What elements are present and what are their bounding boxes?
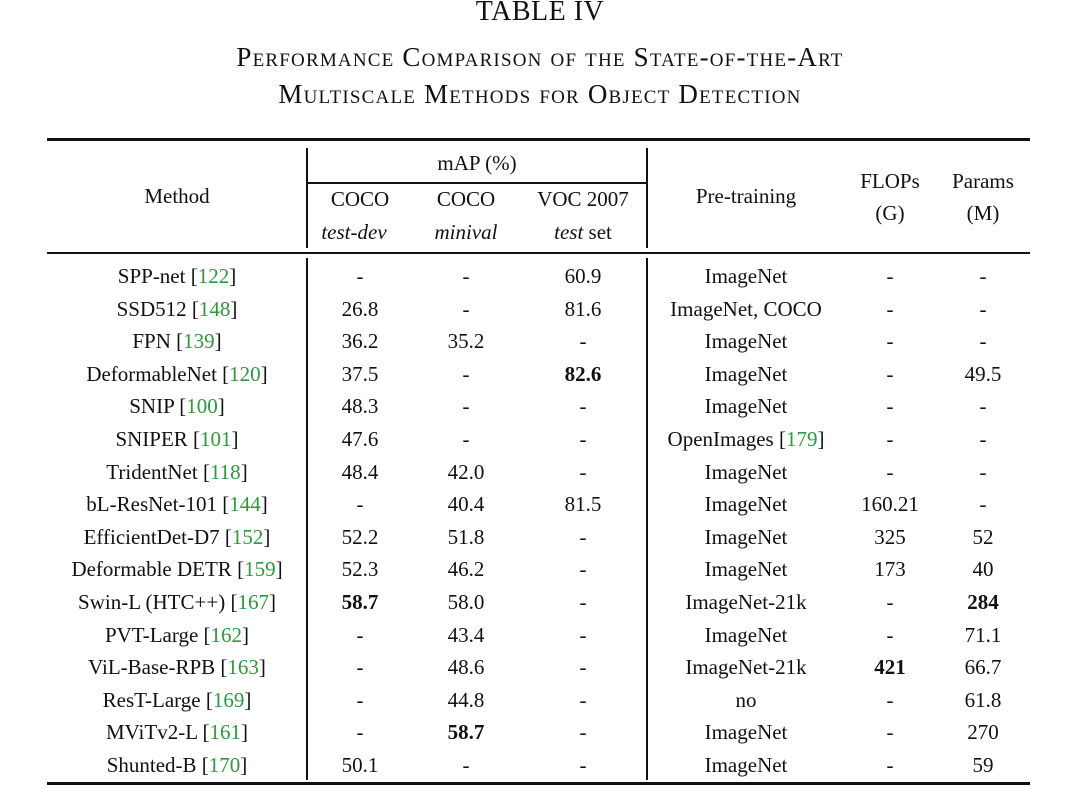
- cell-coco-testdev: 52.2: [341, 524, 379, 549]
- header-voc-line2: [554, 222, 612, 243]
- table-row: [0, 390, 1080, 422]
- header-flops-line2: (G): [875, 201, 905, 225]
- cell-pretraining: ImageNet: [704, 557, 788, 582]
- cell-flops: -: [886, 427, 894, 451]
- table-header-rule: [47, 252, 1030, 254]
- citation-link[interactable]: 169: [212, 687, 245, 712]
- cell-coco-minival: 51.8: [447, 524, 485, 549]
- method-name: ResT-Large: [102, 687, 201, 712]
- cell-flops: -: [886, 296, 894, 321]
- cell-coco-testdev: -: [356, 492, 364, 517]
- citation-link[interactable]: 148: [198, 296, 231, 321]
- cell-flops: -: [886, 687, 894, 712]
- citation-link[interactable]: 139: [183, 329, 215, 354]
- cell-flops: 160.21: [861, 492, 919, 517]
- citation-link[interactable]: 118: [209, 459, 241, 484]
- method-name: SPP-net: [117, 264, 186, 288]
- citation-link[interactable]: 120: [229, 361, 261, 386]
- cell-coco-minival: 44.8: [447, 687, 485, 712]
- citation-link[interactable]: 161: [209, 720, 242, 745]
- cell-flops: -: [886, 622, 894, 647]
- cell-voc2007: 60.9: [564, 264, 602, 288]
- cell-pretraining: ImageNet: [704, 329, 788, 354]
- cell-voc2007: -: [579, 687, 587, 712]
- method-name: ViL-Base-RPB: [88, 655, 216, 680]
- cell-coco-minival: -: [462, 394, 470, 419]
- cell-voc2007: 82.6: [564, 361, 602, 386]
- cell-pretraining: ImageNet: [704, 622, 788, 647]
- cell-params: -: [979, 459, 987, 484]
- cell-pretraining: ImageNet-21k: [685, 655, 807, 680]
- cell-method: Deformable DETR [159]: [71, 557, 283, 582]
- header-flops-line1: FLOPs: [860, 169, 920, 193]
- table-row: [0, 619, 1080, 651]
- table-row: [0, 260, 1080, 292]
- cell-voc2007: -: [579, 720, 587, 745]
- cell-method: SNIP [100]: [129, 394, 225, 419]
- cell-voc2007: -: [579, 557, 587, 582]
- cell-flops: -: [886, 361, 894, 386]
- header-coco-minival-line2: minival: [434, 220, 498, 244]
- header-method: Method: [144, 184, 210, 208]
- citation-link[interactable]: 162: [210, 622, 243, 647]
- table-row: [0, 521, 1080, 553]
- table-bottom-rule: [47, 782, 1030, 785]
- cell-method: TridentNet [118]: [106, 459, 248, 484]
- citation-link[interactable]: 144: [229, 492, 261, 517]
- cell-pretraining: ImageNet: [704, 524, 788, 549]
- table-caption-line-2: Multiscale Methods for Object Detection: [278, 79, 802, 109]
- header-coco-testdev-line2: test-dev: [321, 220, 387, 244]
- cell-flops: 325: [874, 524, 906, 549]
- cell-pretraining: ImageNet: [704, 264, 788, 288]
- cell-coco-testdev: -: [356, 687, 364, 712]
- header-divider-right: [646, 148, 648, 248]
- cell-coco-minival: 58.7: [447, 720, 485, 745]
- cell-method: Shunted-B [170]: [106, 753, 248, 777]
- cell-coco-testdev: -: [356, 264, 364, 288]
- cell-flops: 421: [874, 655, 906, 680]
- cell-coco-testdev: 50.1: [341, 753, 379, 777]
- table-row: [0, 488, 1080, 520]
- cell-coco-testdev: -: [356, 622, 364, 647]
- table-row: [0, 684, 1080, 716]
- cell-params: 71.1: [964, 622, 1002, 647]
- header-params-line2: (M): [966, 201, 1000, 225]
- cell-voc2007: -: [579, 590, 587, 614]
- cell-pretraining: ImageNet: [704, 720, 788, 745]
- cell-method: DeformableNet [120]: [86, 361, 268, 386]
- cell-coco-minival: -: [462, 361, 470, 386]
- cell-params: -: [979, 394, 987, 419]
- cell-coco-testdev: 36.2: [341, 329, 379, 354]
- cell-coco-testdev: 58.7: [341, 590, 379, 614]
- method-name: SSD512: [116, 296, 187, 321]
- citation-link[interactable]: 167: [237, 590, 269, 614]
- cell-voc2007: 81.6: [564, 296, 602, 321]
- cell-coco-minival: -: [462, 264, 470, 288]
- method-name: PVT-Large: [104, 622, 199, 647]
- cell-pretraining: ImageNet-21k: [685, 590, 807, 614]
- header-coco-minival-line1: COCO: [436, 187, 496, 211]
- cell-coco-minival: -: [462, 296, 470, 321]
- method-name: DeformableNet: [86, 361, 217, 386]
- table-row: [0, 456, 1080, 488]
- cell-method: Swin-L (HTC++) [167]: [78, 590, 276, 614]
- method-name: Swin-L (HTC++): [78, 590, 226, 614]
- cell-flops: -: [886, 590, 894, 614]
- cell-params: 270: [967, 720, 999, 745]
- cell-coco-minival: -: [462, 427, 470, 451]
- cell-voc2007: 81.5: [564, 492, 602, 517]
- cell-pretraining: ImageNet: [704, 394, 788, 419]
- citation-link[interactable]: 159: [244, 557, 276, 582]
- cell-flops: -: [886, 720, 894, 745]
- header-params-line1: Params: [952, 169, 1014, 193]
- header-divider-left: [306, 148, 308, 248]
- cell-coco-testdev: -: [356, 720, 364, 745]
- cell-method: PVT-Large [162]: [104, 622, 250, 647]
- cell-voc2007: -: [579, 459, 587, 484]
- method-name: EfficientDet-D7: [83, 524, 220, 549]
- cell-params: -: [979, 296, 987, 321]
- cell-flops: -: [886, 753, 894, 777]
- citation-link[interactable]: 122: [197, 264, 230, 288]
- cell-coco-minival: 40.4: [447, 492, 485, 517]
- cell-coco-minival: 42.0: [447, 459, 485, 484]
- cell-params: 61.8: [964, 687, 1002, 712]
- cell-flops: -: [886, 264, 894, 288]
- cell-pretraining: ImageNet, COCO: [670, 296, 822, 321]
- map-group-rule: [307, 182, 646, 184]
- cell-coco-minival: 43.4: [447, 622, 485, 647]
- cell-method: SPP-net [122]: [117, 264, 237, 288]
- cell-voc2007: -: [579, 524, 587, 549]
- header-voc-line1: VOC 2007: [537, 187, 629, 211]
- cell-voc2007: -: [579, 655, 587, 680]
- cell-coco-testdev: 26.8: [341, 296, 379, 321]
- method-name: Shunted-B: [106, 753, 197, 777]
- cell-coco-testdev: 48.3: [341, 394, 379, 419]
- cell-params: 66.7: [964, 655, 1002, 680]
- citation-link[interactable]: 170: [208, 753, 241, 777]
- method-name: FPN: [132, 329, 171, 354]
- cell-coco-testdev: 48.4: [341, 459, 379, 484]
- cell-pretraining: ImageNet: [704, 753, 788, 777]
- table-row: [0, 423, 1080, 455]
- cell-params: 40: [972, 557, 994, 582]
- table-top-rule: [47, 138, 1030, 141]
- cell-coco-testdev: 52.3: [341, 557, 379, 582]
- table-row: [0, 651, 1080, 683]
- table-row: [0, 293, 1080, 325]
- cell-params: 59: [972, 753, 994, 777]
- cell-method: ResT-Large [169]: [102, 687, 252, 712]
- cell-voc2007: -: [579, 622, 587, 647]
- cell-method: SSD512 [148]: [116, 296, 238, 321]
- table-row: [0, 716, 1080, 748]
- cell-flops: 173: [874, 557, 906, 582]
- cell-params: 49.5: [964, 361, 1002, 386]
- table-row: [0, 586, 1080, 618]
- cell-coco-minival: 48.6: [447, 655, 485, 680]
- citation-link[interactable]: 163: [227, 655, 259, 680]
- table-row: [0, 749, 1080, 781]
- header-coco-testdev-line1: COCO: [330, 187, 390, 211]
- cell-flops: -: [886, 329, 894, 354]
- cell-coco-minival: -: [462, 753, 470, 777]
- cell-method: bL-ResNet-101 [144]: [86, 492, 268, 517]
- table-row: [0, 325, 1080, 357]
- table-row: [0, 358, 1080, 390]
- citation-link[interactable]: 152: [231, 524, 264, 549]
- cell-params: -: [979, 264, 987, 288]
- cell-pretraining: no: [735, 687, 757, 712]
- header-voc-set: set: [588, 220, 612, 244]
- citation-link[interactable]: 100: [186, 394, 218, 419]
- table-label: TABLE IV: [475, 0, 605, 27]
- table-row: [0, 553, 1080, 585]
- cell-method: FPN [139]: [132, 329, 222, 354]
- header-map-group: mAP (%): [437, 151, 517, 175]
- method-name: TridentNet: [106, 459, 198, 484]
- cell-coco-testdev: 47.6: [341, 427, 379, 451]
- cell-params: -: [979, 427, 987, 451]
- cell-voc2007: -: [579, 427, 587, 451]
- header-pretraining: Pre-training: [695, 184, 797, 208]
- cell-method: EfficientDet-D7 [152]: [83, 524, 271, 549]
- method-name: Deformable DETR: [71, 557, 232, 582]
- cell-pretraining: ImageNet: [704, 459, 788, 484]
- cell-flops: -: [886, 394, 894, 419]
- citation-link[interactable]: 101: [200, 427, 232, 451]
- method-name: SNIPER: [115, 427, 188, 451]
- pretraining-name: OpenImages: [667, 427, 774, 451]
- cell-voc2007: -: [579, 394, 587, 419]
- cell-pretraining: ImageNet: [704, 361, 788, 386]
- cell-voc2007: -: [579, 753, 587, 777]
- method-name: SNIP: [129, 394, 174, 419]
- cell-coco-minival: 46.2: [447, 557, 485, 582]
- header-voc-test: test: [554, 220, 584, 244]
- cell-flops: -: [886, 459, 894, 484]
- method-name: bL-ResNet-101: [86, 492, 217, 517]
- cell-coco-testdev: 37.5: [341, 361, 379, 386]
- table-caption-line-1: Performance Comparison of the State-of-the-Art: [236, 42, 844, 72]
- cell-params: 284: [967, 590, 999, 614]
- cell-params: -: [979, 329, 987, 354]
- cell-voc2007: -: [579, 329, 587, 354]
- cell-coco-minival: 58.0: [447, 590, 485, 614]
- cell-method: ViL-Base-RPB [163]: [88, 655, 266, 680]
- cell-pretraining: OpenImages [179]: [667, 427, 825, 451]
- method-name: MViTv2-L: [105, 720, 198, 745]
- cell-method: MViTv2-L [161]: [105, 720, 249, 745]
- cell-pretraining: ImageNet: [704, 492, 788, 517]
- cell-coco-minival: 35.2: [447, 329, 485, 354]
- cell-params: -: [979, 492, 987, 517]
- cell-coco-testdev: -: [356, 655, 364, 680]
- cell-params: 52: [972, 524, 994, 549]
- cell-method: SNIPER [101]: [115, 427, 239, 451]
- citation-link[interactable]: 179: [785, 427, 818, 451]
